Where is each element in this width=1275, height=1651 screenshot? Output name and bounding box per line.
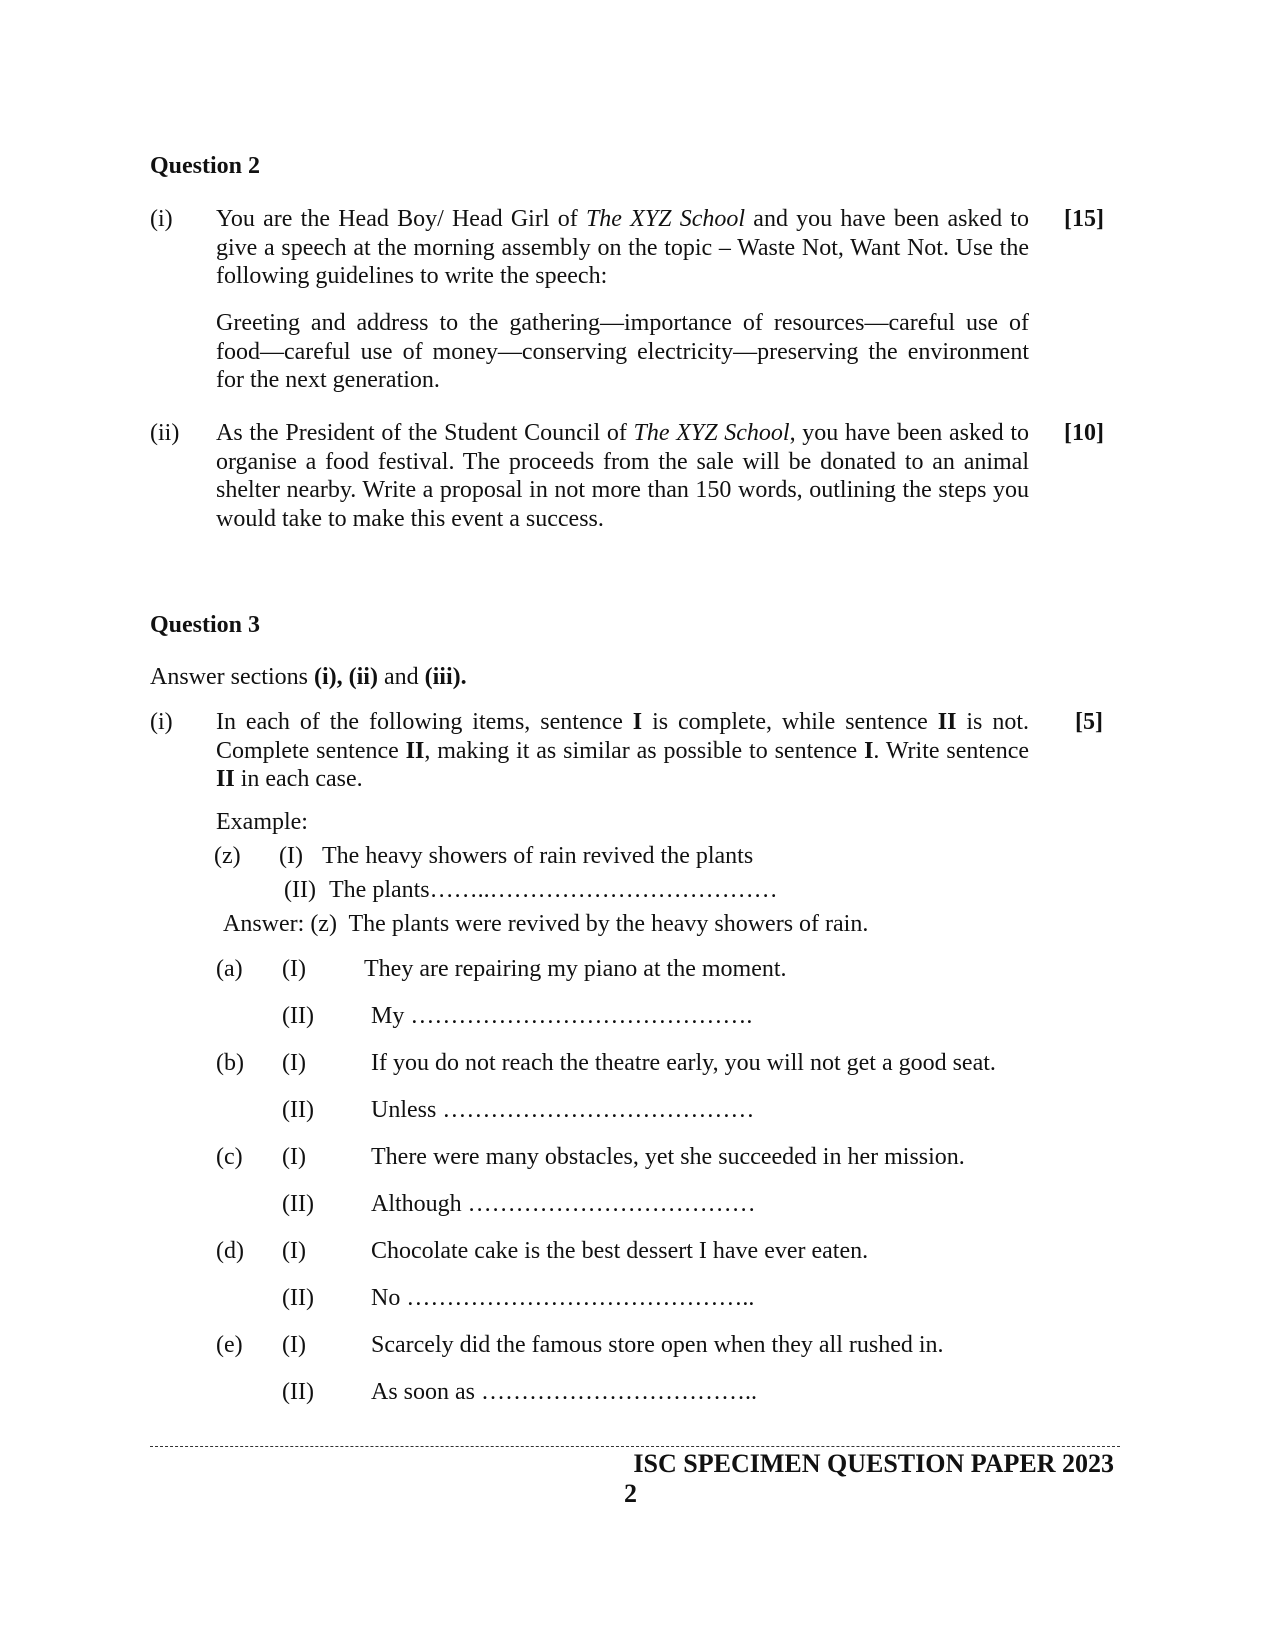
q3-instruction xyxy=(150,663,467,692)
item-b-sentence-ii-label: (II) xyxy=(282,1097,314,1123)
q2-i-school-name: The XYZ School xyxy=(585,206,746,232)
item-d-sentence-i: Chocolate cake is the best dessert I have ever eaten. xyxy=(371,1238,869,1264)
q2-part-ii-text xyxy=(216,419,1029,533)
q3-i-b2: II xyxy=(937,709,957,735)
item-d-sentence-ii-label: (II) xyxy=(282,1285,314,1311)
q2-ii-school-name: The XYZ School xyxy=(633,420,790,446)
q2-i-text-a: You are the Head Boy/ Head Girl of xyxy=(216,206,586,232)
q2-i-text-b: and you have been asked to give a speech at the morning assembly on the topic – Waste Not, Want Not. Use the following guidelines to write the speech: xyxy=(216,206,1029,289)
q2-i-marks: [15] xyxy=(1064,206,1104,232)
q2-part-ii-number: (ii) xyxy=(150,420,180,446)
item-e-sentence-ii: As soon as …………………………….. xyxy=(371,1379,758,1405)
item-b-sentence-i: If you do not reach the theatre early, you will not get a good seat. xyxy=(371,1050,996,1076)
item-e-sentence-i: Scarcely did the famous store open when they all rushed in. xyxy=(371,1332,944,1358)
example-sentence-ii-label: (II) xyxy=(284,877,316,903)
item-e-letter: (e) xyxy=(216,1332,243,1358)
item-a-sentence-i-label: (I) xyxy=(282,956,306,982)
example-sentence-i: The heavy showers of rain revived the plants xyxy=(322,843,754,869)
q3-instr-a: Answer sections xyxy=(150,664,314,690)
example-sentence-i-label: (I) xyxy=(279,843,303,869)
q2-i-guidelines: Greeting and address to the gathering—importance of resources—careful use of food—careful use of money—conserving electricity—preserving the environment for the next generation. xyxy=(216,310,1029,393)
q3-i-b1: I xyxy=(632,709,643,735)
example-answer: Answer: (z) The plants were revived by the heavy showers of rain. xyxy=(223,911,869,937)
q3-i-b3: II xyxy=(405,737,425,764)
q3-i-t4: , making it as similar as possible to sentence xyxy=(424,737,865,764)
item-d-sentence-ii: No …………………………………….. xyxy=(371,1285,755,1311)
item-a-sentence-ii: My ……………………………………. xyxy=(371,1003,753,1029)
item-e-sentence-ii-label: (II) xyxy=(282,1379,314,1405)
item-a-letter: (a) xyxy=(216,956,243,982)
q2-ii-marks: [10] xyxy=(1064,420,1104,446)
item-d-sentence-i-label: (I) xyxy=(282,1238,306,1264)
q2-ii-text-a: As the President of the Student Council of xyxy=(216,420,634,446)
item-c-sentence-ii-label: (II) xyxy=(282,1191,314,1217)
item-a-sentence-ii-label: (II) xyxy=(282,1003,314,1029)
q2-part-i-number: (i) xyxy=(150,206,173,232)
q3-i-b5: II xyxy=(216,766,235,792)
item-a-sentence-i: They are repairing my piano at the moment. xyxy=(364,956,787,982)
item-b-letter: (b) xyxy=(216,1050,244,1076)
question-3-heading: Question 3 xyxy=(150,612,261,638)
item-b-sentence-i-label: (I) xyxy=(282,1050,306,1076)
example-z-label: (z) xyxy=(214,843,241,869)
item-c-sentence-i: There were many obstacles, yet she succeeded in her mission. xyxy=(371,1144,965,1170)
page-number: 2 xyxy=(624,1479,637,1508)
q3-i-marks: [5] xyxy=(1075,709,1103,735)
q3-instr-b: (i), (ii) xyxy=(313,664,378,690)
q3-part-i-text xyxy=(216,708,1029,794)
q2-part-i-text xyxy=(216,205,1029,291)
footer-title: ISC SPECIMEN QUESTION PAPER 2023 xyxy=(633,1449,1114,1478)
item-d-letter: (d) xyxy=(216,1238,244,1264)
q3-i-t1: In each of the following items, sentence xyxy=(216,709,633,735)
q3-i-t6: in each case. xyxy=(234,766,363,792)
item-c-letter: (c) xyxy=(216,1144,243,1170)
q3-instr-c: and xyxy=(377,664,425,690)
item-e-sentence-i-label: (I) xyxy=(282,1332,306,1358)
item-c-sentence-ii: Although ……………………………… xyxy=(371,1191,756,1217)
q3-i-b4: I xyxy=(864,737,874,764)
q3-i-t3: is not. Complete sentence xyxy=(216,709,1030,764)
item-c-sentence-i-label: (I) xyxy=(282,1144,306,1170)
item-b-sentence-ii: Unless ………………………………… xyxy=(371,1097,755,1123)
q3-i-t5: . Write sentence xyxy=(873,737,1030,764)
q3-i-t2: is complete, while sentence xyxy=(642,709,938,735)
q3-instr-d: (iii). xyxy=(424,664,467,690)
question-2-heading: Question 2 xyxy=(150,153,261,179)
footer-dashed-rule xyxy=(150,1446,1120,1447)
q2-ii-text-b: , you have been asked to organise a food festival. The proceeds from the sale will be donated to an animal shelter nearby. Write a proposal in not more than 150 words, outlining the steps you would take to make this event a success. xyxy=(216,420,1030,532)
example-sentence-ii: The plants……..……………………………… xyxy=(329,877,778,903)
example-label: Example: xyxy=(216,809,308,835)
q3-part-i-number: (i) xyxy=(150,709,173,735)
